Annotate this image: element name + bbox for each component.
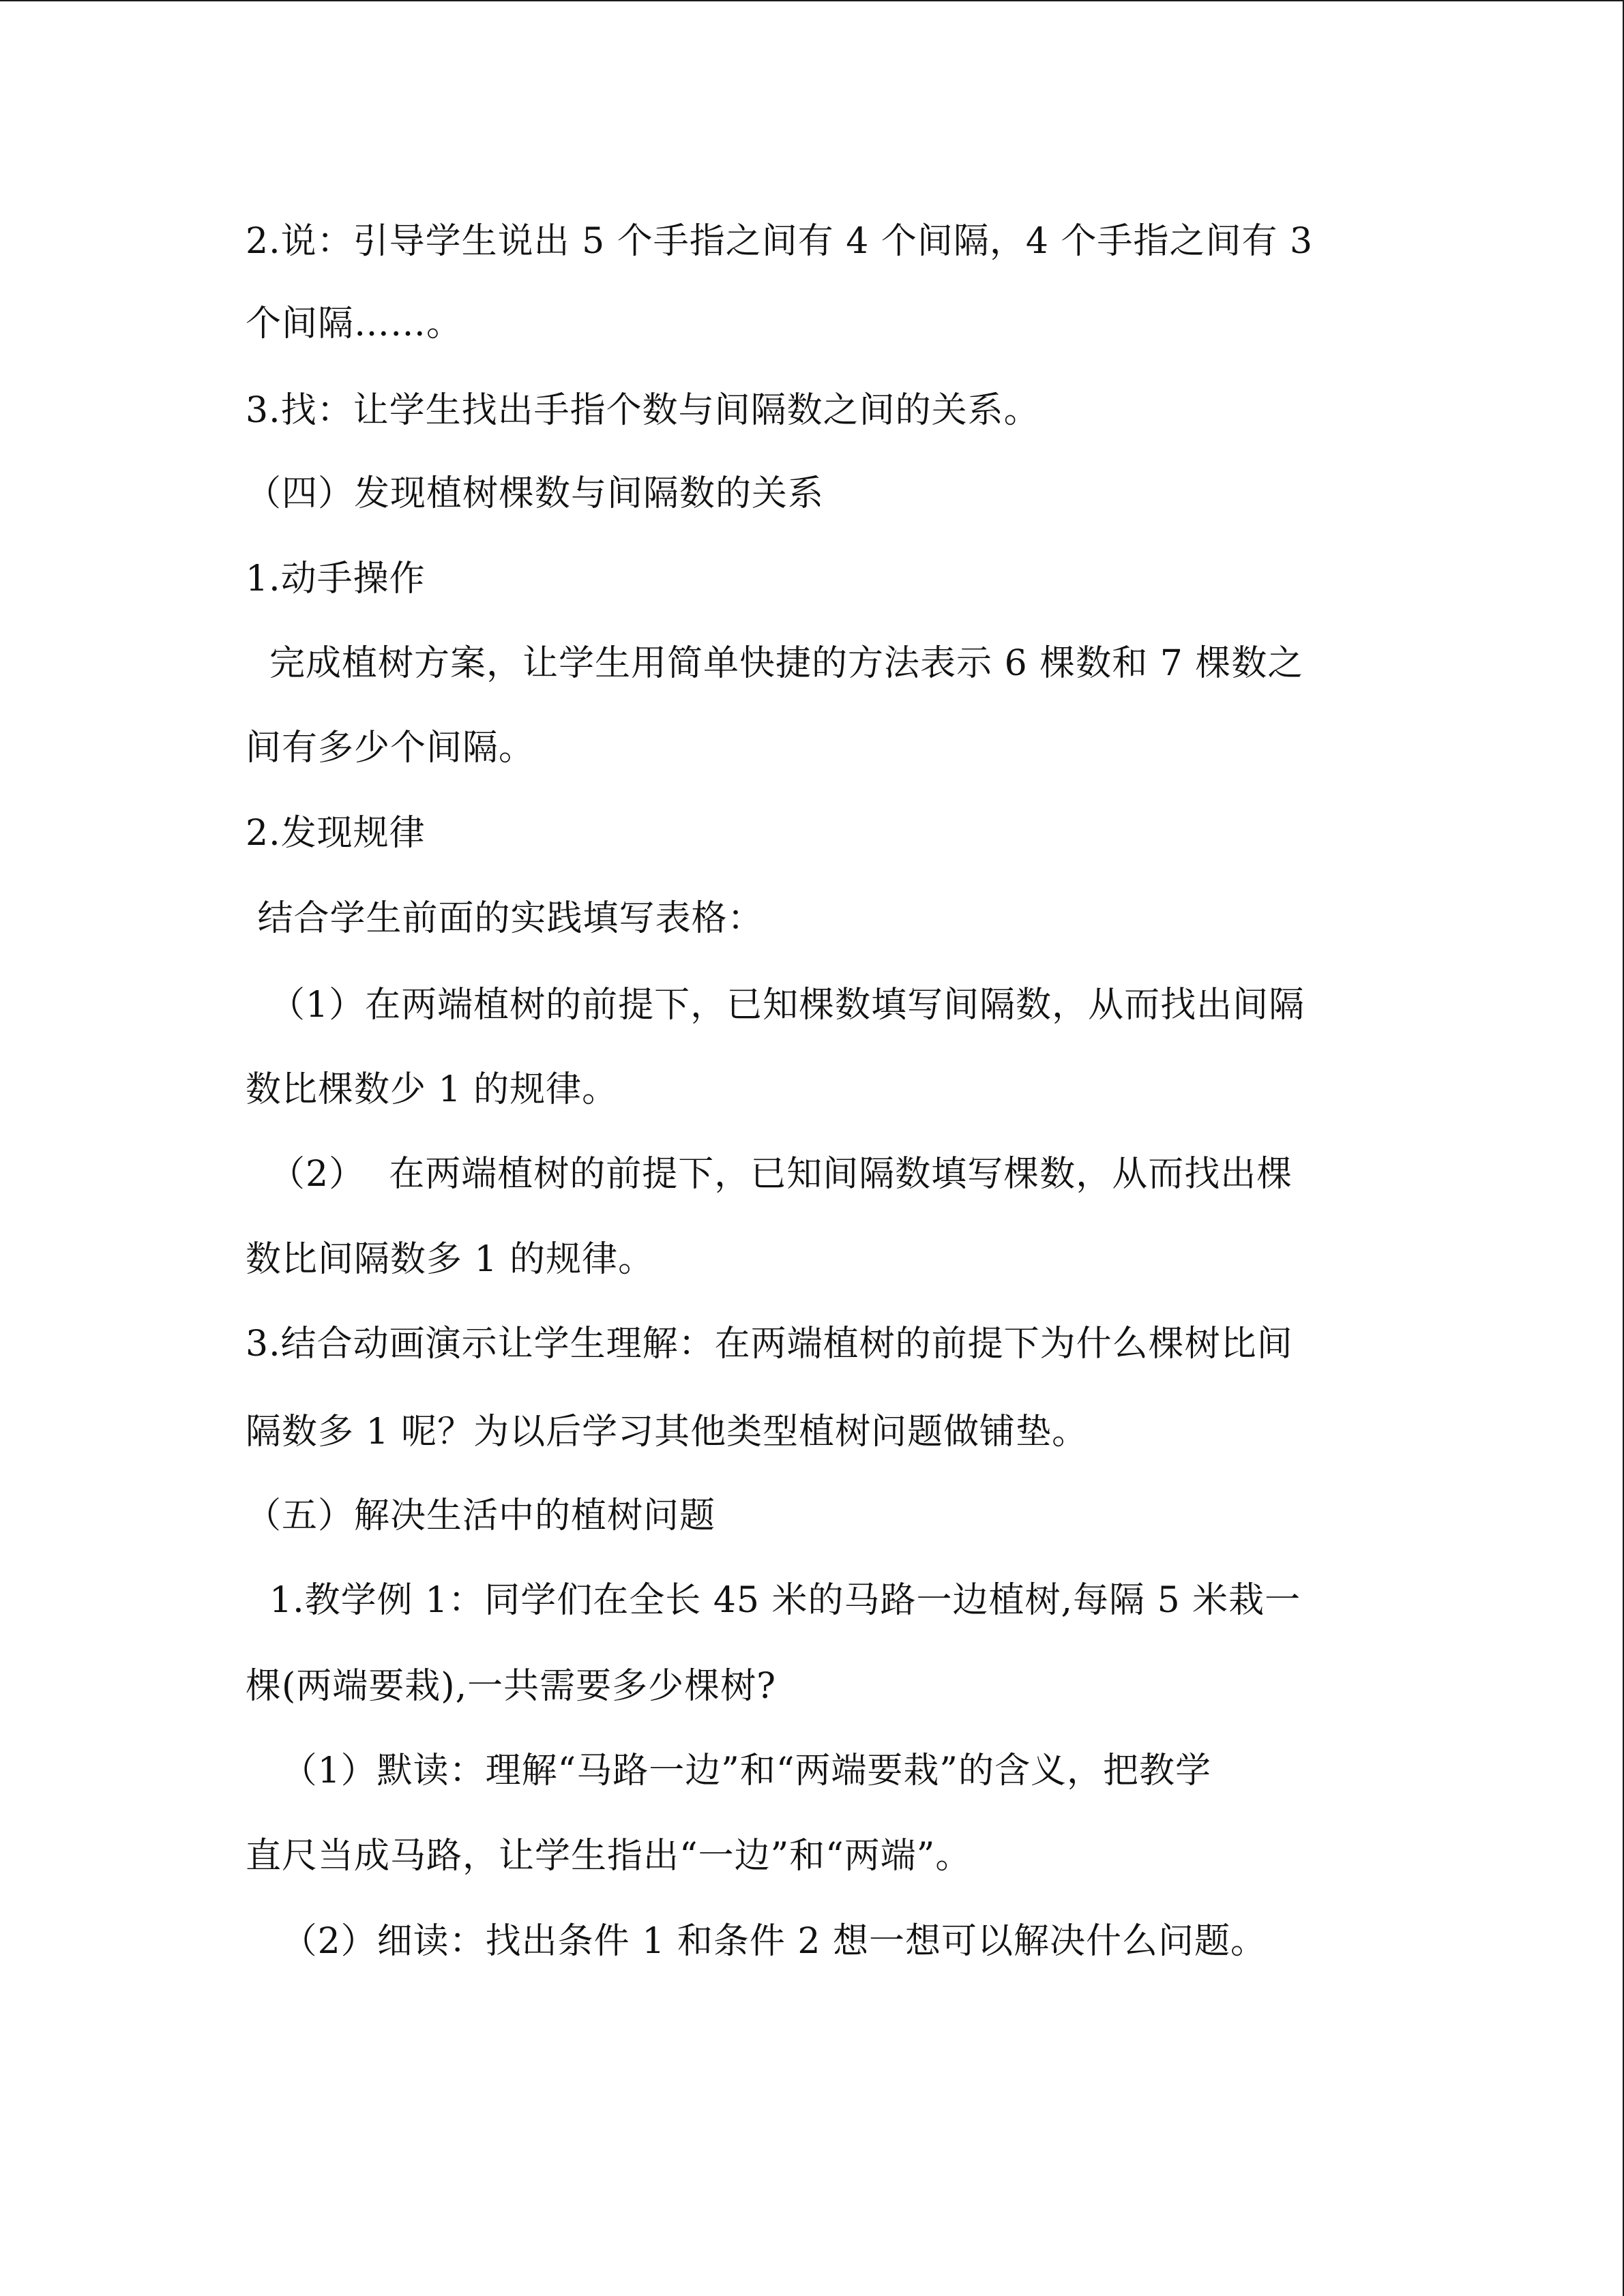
text-line: 1.教学例 1：同学们在全长 45 米的马路一边植树,每隔 5 米栽一 [246,1580,1301,1621]
text-line: 个间隔……。 [246,303,463,344]
text-line: （1）默读：理解“马路一边”和“两端要栽”的含义，把教学 [246,1750,1212,1791]
text-line: 2.说：引导学生说出 5 个手指之间有 4 个间隔，4 个手指之间有 3 [246,221,1314,262]
subsection-heading: 2.发现规律 [246,813,426,854]
text-line: （2）细读：找出条件 1 和条件 2 想一想可以解决什么问题。 [246,1921,1267,1962]
subsection-heading: 1.动手操作 [246,558,426,599]
text-line: （1）在两端植树的前提下，已知棵数填写间隔数，从而找出间隔 [246,985,1305,1026]
text-line: 隔数多 1 呢？为以后学习其他类型植树问题做铺垫。 [246,1412,1089,1452]
text-line: 直尺当成马路，让学生指出“一边”和“两端”。 [246,1836,972,1877]
text-line: （2） 在两端植树的前提下，已知间隔数填写棵数，从而找出棵 [246,1154,1293,1195]
section-heading: （五）解决生活中的植树问题 [246,1495,716,1536]
text-line: 数比间隔数多 1 的规律。 [246,1239,655,1280]
section-heading: （四）发现植树棵数与间隔数的关系 [246,473,825,514]
page-border-top [0,0,1624,1]
text-line: 结合学生前面的实践填写表格： [246,898,764,939]
text-line: 间有多少个间隔。 [246,728,535,769]
text-line: 棵(两端要栽),一共需要多少棵树? [246,1666,776,1707]
text-line: 3.结合动画演示让学生理解：在两端植树的前提下为什么棵树比间 [246,1324,1293,1365]
text-line: 完成植树方案，让学生用简单快捷的方法表示 6 棵数和 7 棵数之 [246,643,1304,684]
text-line: 3.找：让学生找出手指个数与间隔数之间的关系。 [246,390,1040,431]
text-line: 数比棵数少 1 的规律。 [246,1069,619,1110]
